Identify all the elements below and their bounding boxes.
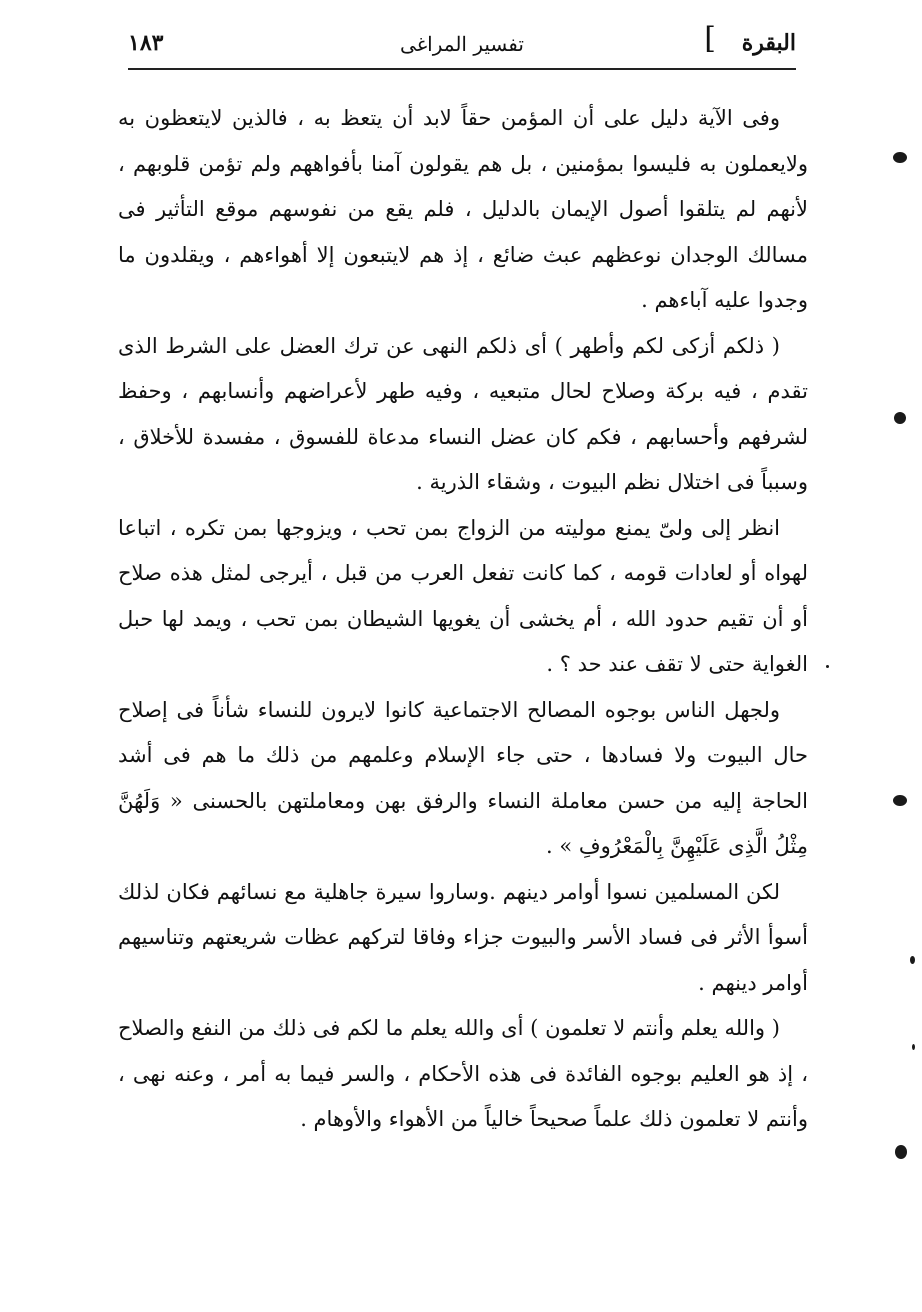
paragraph: ( والله يعلم وأنتم لا تعلمون ) أى والله يعلم ما لكم فى ذلك من النفع والصلاح ، إذ هو العليم بوجوه الفائدة فى هذه الأحكام ، والسر فيما به أمر ، وعنه نهى ، وأنتم لا تعلمون ذلك علماً صحيحاً خالياً من الأهواء والأوهام . — [118, 1016, 808, 1131]
margin-speck — [893, 152, 907, 163]
surah-name: البقرة — [741, 30, 796, 56]
margin-speck — [910, 956, 915, 964]
margin-speck — [894, 412, 906, 424]
paragraph: انظر إلى ولىّ يمنع موليته من الزواج بمن تحب ، ويزوجها بمن تكره ، اتباعا لهواه أو لعادات قومه ، كما كانت تفعل العرب من قبل ، أيرجى لمثل هذه صلاح أو أن تقيم حدود الله ، أم يخشى أن يغويها الشيطان بمن تحب ، ويمد لها حبل الغواية حتى لا تقف عند حد ؟ . — [118, 515, 808, 676]
paragraph: لكن المسلمين نسوا أوامر دينهم .وساروا سيرة جاهلية مع نسائهم فكان لذلك أسوأ الأثر فى فساد الأسر والبيوت جزاء وفاقا لتركهم عظات شريعتهم وتناسيهم أوامر دينهم . — [118, 879, 808, 995]
page-number: ١٨٣ — [128, 30, 164, 56]
header-rule — [128, 68, 796, 70]
paragraph: ( ذلكم أزكى لكم وأطهر ) أى ذلكم النهى عن ترك العضل على الشرط الذى تقدم ، فيه بركة وصلاح لحال متبعيه ، وفيه طهر لأعراضهم وأنسابهم ، وحفظ لشرفهم وأحسابهم ، فكم كان عضل النساء مدعاة للفسوق ، مفسدة للأخلاق ، وسبباً فى اختلال نظم البيوت ، وشقاء الذرية . — [118, 333, 808, 494]
page-body — [118, 96, 808, 1143]
paragraph: ولجهل الناس بوجوه المصالح الاجتماعية كانوا لايرون للنساء شأناً فى إصلاح حال البيوت ولا فسادها ، حتى جاء الإسلام وعلمهم من ذلك ما هم فى أشد الحاجة إليه من حسن معاملة النساء والرفق بهن ومعاملتهن بالحسنى « وَلَهُنَّ مِثْلُ الَّذِى عَلَيْهِنَّ بِالْمَعْرُوفِ » . — [118, 697, 808, 858]
paragraph: وفى الآية دليل على أن المؤمن حقاً لابد أن يتعظ به ، فالذين لايتعظون به ولايعملون به فليسوا بمؤمنين ، بل هم يقولون آمنا بأفواههم ولم تؤمن قلوبهم ، لأنهم لم يتلقوا أصول الإيمان بالدليل ، فلم يقع من نفوسهم موقع التأثير فى مسالك الوجدان نوعظهم عبث ضائع ، إذ هم لايتبعون إلا أهواءهم ، ويقلدون ما وجدوا عليه آباءهم . — [118, 106, 808, 312]
page-header — [128, 22, 796, 68]
book-title: تفسير المراغى — [400, 32, 524, 56]
margin-speck — [895, 1145, 907, 1159]
margin-speck — [893, 795, 907, 806]
margin-speck — [826, 665, 829, 668]
margin-speck — [912, 1044, 915, 1050]
header-bracket: ] — [704, 21, 716, 56]
